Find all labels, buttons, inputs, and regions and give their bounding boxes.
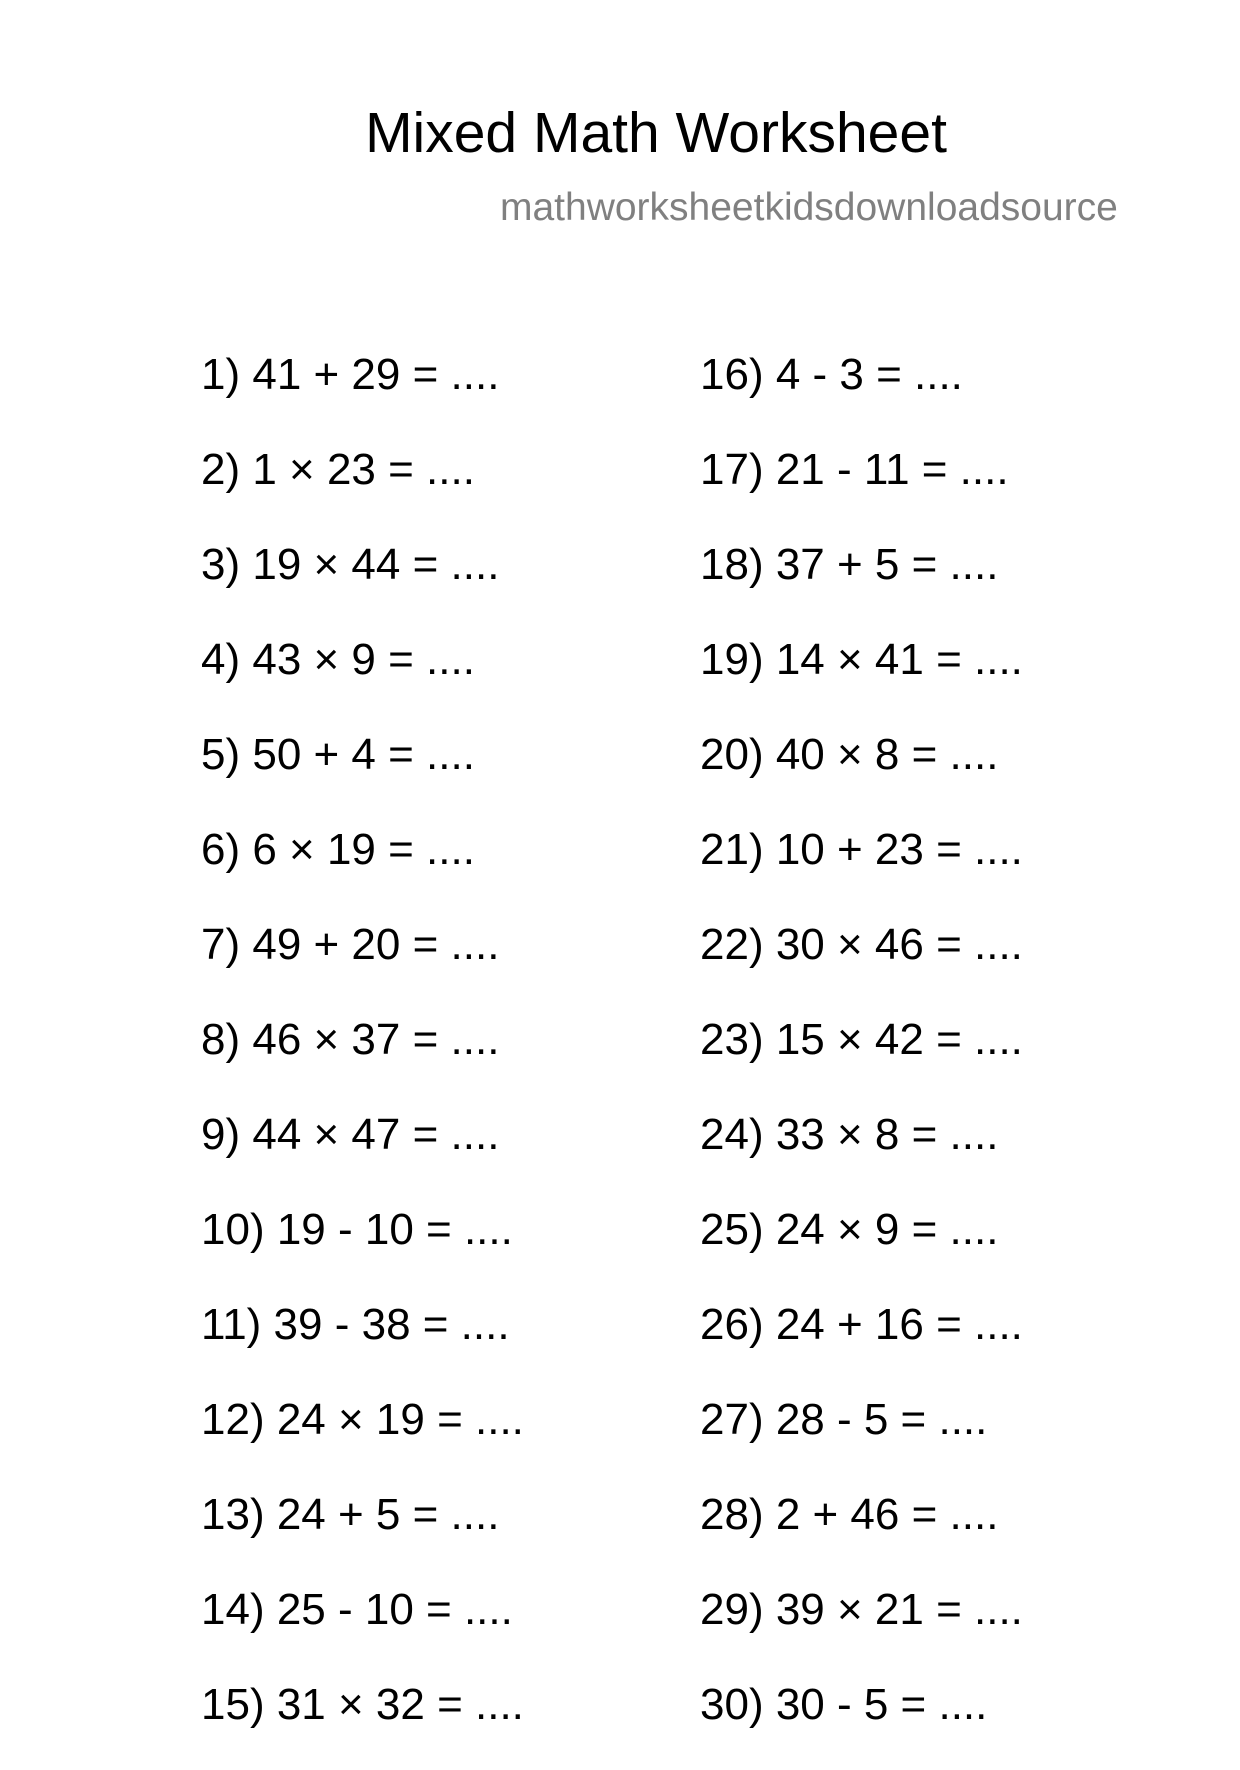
math-problem: 13) 24 + 5 = .... [201,1490,500,1539]
math-problem: 4) 43 × 9 = .... [201,635,475,684]
math-problem: 23) 15 × 42 = .... [700,1015,1023,1064]
math-problem: 29) 39 × 21 = .... [700,1585,1023,1634]
math-problem: 12) 24 × 19 = .... [201,1395,524,1444]
math-problem: 3) 19 × 44 = .... [201,540,500,589]
math-problem: 5) 50 + 4 = .... [201,730,475,779]
math-problem: 18) 37 + 5 = .... [700,540,999,589]
math-problem: 9) 44 × 47 = .... [201,1110,500,1159]
math-problem: 26) 24 + 16 = .... [700,1300,1023,1349]
math-problem: 11) 39 - 38 = .... [201,1300,510,1349]
problems-column-right [700,345,1023,1770]
math-problem: 8) 46 × 37 = .... [201,1015,500,1064]
math-problem: 25) 24 × 9 = .... [700,1205,999,1254]
math-problem: 21) 10 + 23 = .... [700,825,1023,874]
math-problem: 2) 1 × 23 = .... [201,445,475,494]
math-problem: 28) 2 + 46 = .... [700,1490,999,1539]
problems-column-left [201,345,524,1770]
math-problem: 20) 40 × 8 = .... [700,730,999,779]
math-problem: 7) 49 + 20 = .... [201,920,500,969]
math-problem: 22) 30 × 46 = .... [700,920,1023,969]
math-problem: 24) 33 × 8 = .... [700,1110,999,1159]
math-problem: 19) 14 × 41 = .... [700,635,1023,684]
math-problem: 15) 31 × 32 = .... [201,1680,524,1729]
source-watermark: mathworksheetkidsdownloadsource [500,186,1118,229]
math-problem: 1) 41 + 29 = .... [201,350,500,399]
math-problem: 16) 4 - 3 = .... [700,350,963,399]
math-problem: 14) 25 - 10 = .... [201,1585,513,1634]
worksheet-title: Mixed Math Worksheet [365,101,947,165]
math-problem: 30) 30 - 5 = .... [700,1680,988,1729]
math-problem: 17) 21 - 11 = .... [700,445,1009,494]
math-problem: 10) 19 - 10 = .... [201,1205,513,1254]
math-problem: 6) 6 × 19 = .... [201,825,475,874]
math-problem: 27) 28 - 5 = .... [700,1395,988,1444]
